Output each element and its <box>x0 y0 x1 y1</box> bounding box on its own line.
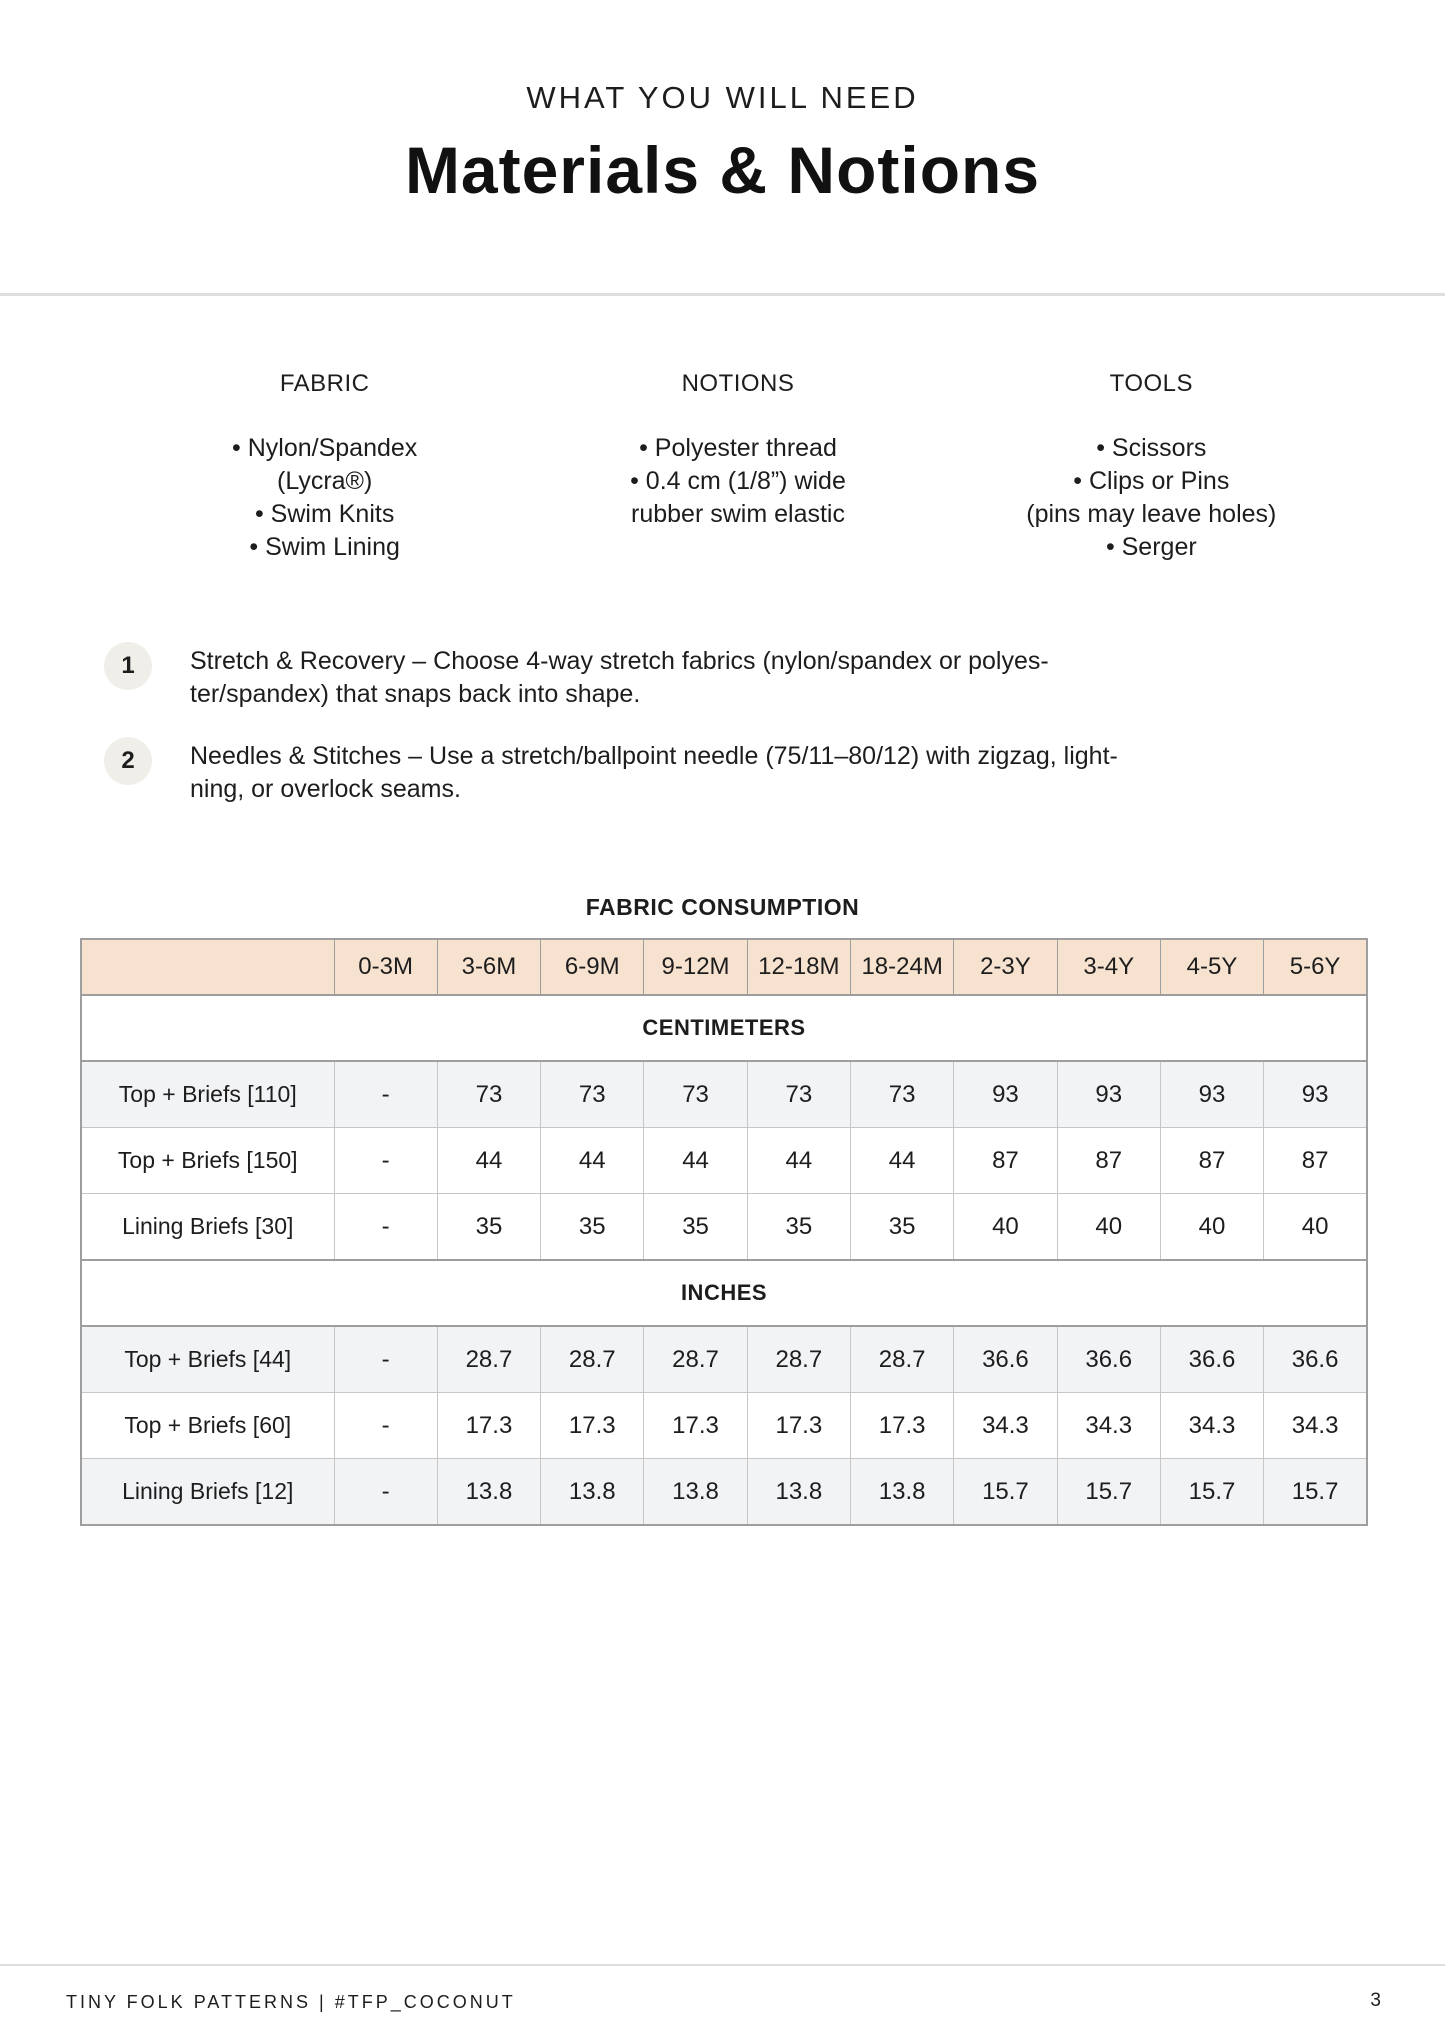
value-cell: 44 <box>644 1128 747 1194</box>
value-cell: 17.3 <box>747 1393 850 1459</box>
page-eyebrow: WHAT YOU WILL NEED <box>526 80 919 115</box>
material-line: rubber swim elastic <box>631 500 845 528</box>
material-line: • Nylon/Spandex <box>232 434 418 462</box>
size-header-cell: 9-12M <box>644 939 747 995</box>
value-cell: 28.7 <box>747 1326 850 1393</box>
material-line: • 0.4 cm (1/8”) wide <box>630 467 846 495</box>
value-cell: 73 <box>437 1061 540 1128</box>
size-header-cell: 3-4Y <box>1057 939 1160 995</box>
value-cell: - <box>334 1194 437 1261</box>
value-cell: 13.8 <box>437 1459 540 1526</box>
table-section-label: INCHES <box>81 1260 1367 1326</box>
row-label-cell: Top + Briefs [150] <box>81 1128 334 1194</box>
size-header-cell: 6-9M <box>541 939 644 995</box>
value-cell: 15.7 <box>1264 1459 1367 1526</box>
value-cell: 73 <box>644 1061 747 1128</box>
material-heading: FABRIC <box>279 370 370 397</box>
value-cell: 87 <box>1160 1128 1263 1194</box>
value-cell: 40 <box>954 1194 1057 1261</box>
page-header <box>0 80 1445 208</box>
size-header-cell: 12-18M <box>747 939 850 995</box>
note-text-line: Stretch & Recovery – Choose 4-way stretch fabrics (nylon/spandex or polyes- <box>190 647 1049 675</box>
value-cell: 17.3 <box>850 1393 953 1459</box>
size-header-cell: 2-3Y <box>954 939 1057 995</box>
table-row <box>81 1194 1367 1261</box>
value-cell: 93 <box>1160 1061 1263 1128</box>
note-number-badge: 2 <box>104 737 152 785</box>
row-label-cell: Top + Briefs [110] <box>81 1061 334 1128</box>
note-text <box>190 737 1118 806</box>
value-cell: 17.3 <box>541 1393 644 1459</box>
table-row <box>81 1061 1367 1128</box>
material-heading: TOOLS <box>1109 370 1194 397</box>
value-cell: 44 <box>747 1128 850 1194</box>
value-cell: 35 <box>747 1194 850 1261</box>
value-cell: 13.8 <box>850 1459 953 1526</box>
value-cell: 15.7 <box>1160 1459 1263 1526</box>
material-line: (pins may leave holes) <box>1026 500 1277 528</box>
materials-columns <box>118 370 1358 564</box>
size-header-row <box>81 939 1367 995</box>
table-row <box>81 1128 1367 1194</box>
value-cell: 28.7 <box>644 1326 747 1393</box>
material-line: • Swim Lining <box>249 533 400 561</box>
table-row <box>81 1393 1367 1459</box>
note-text-line: Needles & Stitches – Use a stretch/ballpoint needle (75/11–80/12) with zigzag, light- <box>190 742 1118 770</box>
value-cell: 15.7 <box>1057 1459 1160 1526</box>
value-cell: 44 <box>437 1128 540 1194</box>
row-label-cell: Top + Briefs [60] <box>81 1393 334 1459</box>
value-cell: 44 <box>850 1128 953 1194</box>
material-column <box>118 370 531 564</box>
value-cell: 35 <box>850 1194 953 1261</box>
material-line: • Swim Knits <box>254 500 395 528</box>
value-cell: 73 <box>747 1061 850 1128</box>
value-cell: 13.8 <box>541 1459 644 1526</box>
value-cell: 93 <box>1264 1061 1367 1128</box>
value-cell: 35 <box>541 1194 644 1261</box>
value-cell: - <box>334 1459 437 1526</box>
material-line: • Polyester thread <box>639 434 837 462</box>
value-cell: - <box>334 1326 437 1393</box>
value-cell: 34.3 <box>954 1393 1057 1459</box>
page-title: Materials & Notions <box>404 133 1041 207</box>
material-heading: NOTIONS <box>681 370 795 397</box>
value-cell: 87 <box>954 1128 1057 1194</box>
row-label-cell: Lining Briefs [12] <box>81 1459 334 1526</box>
material-line: • Scissors <box>1096 434 1207 462</box>
size-header-cell: 4-5Y <box>1160 939 1263 995</box>
page-number: 3 <box>1370 1990 1381 2011</box>
notes-section <box>104 642 1344 832</box>
size-header-cell: 18-24M <box>850 939 953 995</box>
material-column <box>531 370 944 564</box>
value-cell: 17.3 <box>644 1393 747 1459</box>
note-item <box>104 642 1344 711</box>
size-header-cell: 5-6Y <box>1264 939 1367 995</box>
material-line: • Clips or Pins <box>1073 467 1230 495</box>
material-line: (Lycra®) <box>277 467 373 495</box>
value-cell: 35 <box>437 1194 540 1261</box>
value-cell: 73 <box>850 1061 953 1128</box>
row-label-cell: Top + Briefs [44] <box>81 1326 334 1393</box>
size-header-cell: 3-6M <box>437 939 540 995</box>
material-column <box>945 370 1358 564</box>
value-cell: 34.3 <box>1264 1393 1367 1459</box>
note-text <box>190 642 1049 711</box>
value-cell: 44 <box>541 1128 644 1194</box>
top-divider <box>0 293 1445 296</box>
footer-divider <box>0 1964 1445 1966</box>
value-cell: 35 <box>644 1194 747 1261</box>
value-cell: 13.8 <box>644 1459 747 1526</box>
size-header-cell <box>81 939 334 995</box>
value-cell: 34.3 <box>1160 1393 1263 1459</box>
value-cell: 73 <box>541 1061 644 1128</box>
table-row <box>81 1459 1367 1526</box>
table-row <box>81 1326 1367 1393</box>
value-cell: - <box>334 1393 437 1459</box>
note-number-badge: 1 <box>104 642 152 690</box>
value-cell: 87 <box>1057 1128 1160 1194</box>
value-cell: 93 <box>1057 1061 1160 1128</box>
value-cell: 34.3 <box>1057 1393 1160 1459</box>
value-cell: 28.7 <box>850 1326 953 1393</box>
row-label-cell: Lining Briefs [30] <box>81 1194 334 1261</box>
note-text-line: ning, or overlock seams. <box>190 775 461 803</box>
value-cell: 36.6 <box>1057 1326 1160 1393</box>
table-section-label: CENTIMETERS <box>81 995 1367 1061</box>
value-cell: - <box>334 1128 437 1194</box>
value-cell: 36.6 <box>1264 1326 1367 1393</box>
note-item <box>104 737 1344 806</box>
value-cell: 40 <box>1160 1194 1263 1261</box>
value-cell: 36.6 <box>954 1326 1057 1393</box>
value-cell: - <box>334 1061 437 1128</box>
fabric-consumption-table <box>80 938 1368 1526</box>
table-section-header-row <box>81 1260 1367 1326</box>
value-cell: 13.8 <box>747 1459 850 1526</box>
value-cell: 17.3 <box>437 1393 540 1459</box>
value-cell: 40 <box>1264 1194 1367 1261</box>
value-cell: 93 <box>954 1061 1057 1128</box>
table-section-header-row <box>81 995 1367 1061</box>
note-text-line: ter/spandex) that snaps back into shape. <box>190 680 641 708</box>
value-cell: 28.7 <box>541 1326 644 1393</box>
value-cell: 87 <box>1264 1128 1367 1194</box>
fabric-consumption-title: FABRIC CONSUMPTION <box>585 894 860 920</box>
value-cell: 15.7 <box>954 1459 1057 1526</box>
footer-text: TINY FOLK PATTERNS | #TFP_COCONUT <box>66 1992 516 2012</box>
size-header-cell: 0-3M <box>334 939 437 995</box>
fabric-table-body <box>81 995 1367 1525</box>
value-cell: 28.7 <box>437 1326 540 1393</box>
value-cell: 40 <box>1057 1194 1160 1261</box>
material-line: • Serger <box>1105 533 1197 561</box>
value-cell: 36.6 <box>1160 1326 1263 1393</box>
